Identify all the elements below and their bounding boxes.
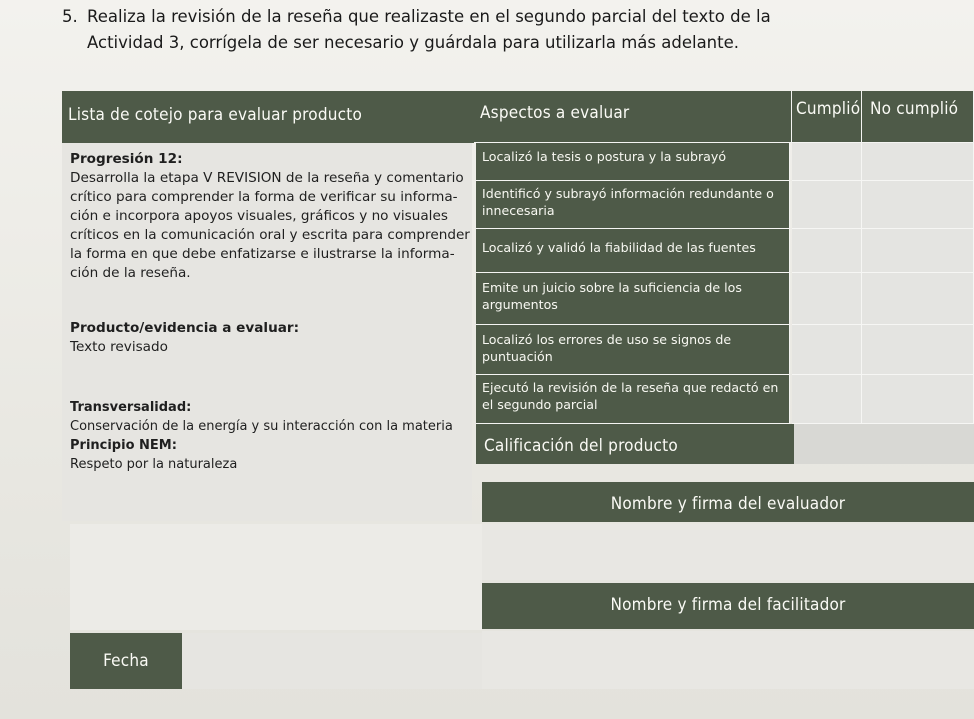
left-content bbox=[70, 150, 470, 474]
met-checkbox[interactable] bbox=[792, 375, 862, 424]
not-met-checkbox[interactable] bbox=[862, 375, 974, 424]
product-label: Producto/evidencia a evaluar: bbox=[70, 320, 300, 336]
product-value: Texto revisado bbox=[70, 339, 168, 355]
aspects-header: Aspectos a evaluar bbox=[474, 91, 792, 143]
instruction bbox=[62, 4, 822, 56]
facilitator-signature-label: Nombre y firma del facilitador bbox=[482, 583, 974, 629]
aspect-line: Localizó y validó la fiabilidad de las fuentes bbox=[482, 240, 756, 255]
instruction-line-2: Actividad 3, corrígela de ser necesario y guárdala para utilizarla más adelante. bbox=[87, 33, 739, 52]
facilitator-signature-field[interactable] bbox=[482, 631, 974, 689]
not-met-header: No cumplió bbox=[862, 91, 974, 143]
aspect-line: Localizó la tesis o postura y la subrayó bbox=[482, 149, 727, 164]
date-field[interactable] bbox=[182, 633, 482, 689]
instruction-line-1: Realiza la revisión de la reseña que realizaste en el segundo parcial del texto de la bbox=[87, 7, 771, 26]
not-met-checkbox[interactable] bbox=[862, 325, 974, 375]
met-checkbox[interactable] bbox=[792, 181, 862, 229]
aspect-row bbox=[476, 325, 790, 375]
grade-input[interactable] bbox=[794, 424, 974, 464]
progression-line: crítico para comprender la forma de verificar su informa- bbox=[70, 189, 458, 205]
aspect-line: innecesaria bbox=[482, 203, 555, 218]
aspect-row bbox=[476, 181, 790, 229]
progression-line: la forma en que debe enfatizarse e ilustrarse la informa- bbox=[70, 246, 455, 262]
met-checkbox[interactable] bbox=[792, 325, 862, 375]
met-checkbox[interactable] bbox=[792, 229, 862, 273]
checklist-title-header: Lista de cotejo para evaluar producto bbox=[62, 91, 474, 143]
grade-label: Calificación del producto bbox=[476, 424, 794, 464]
evaluator-signature-field[interactable] bbox=[482, 524, 974, 580]
aspect-line: Emite un juicio sobre la suficiencia de los bbox=[482, 280, 742, 295]
met-checkbox[interactable] bbox=[792, 273, 862, 325]
aspect-line: Ejecutó la revisión de la reseña que redactó en bbox=[482, 380, 779, 395]
nem-value: Respeto por la naturaleza bbox=[70, 457, 238, 472]
not-met-checkbox[interactable] bbox=[862, 229, 974, 273]
aspect-line: puntuación bbox=[482, 349, 553, 364]
instruction-number: 5. bbox=[62, 7, 78, 26]
left-lower-space bbox=[70, 524, 482, 630]
progression-line: ción de la reseña. bbox=[70, 265, 191, 281]
aspect-line: argumentos bbox=[482, 297, 558, 312]
aspect-line: el segundo parcial bbox=[482, 397, 598, 412]
aspect-line: Identificó y subrayó información redundante o bbox=[482, 186, 774, 201]
aspect-line: Localizó los errores de uso se signos de bbox=[482, 332, 732, 347]
aspect-row bbox=[476, 229, 790, 273]
progression-label: Progresión 12: bbox=[70, 151, 183, 167]
not-met-checkbox[interactable] bbox=[862, 181, 974, 229]
aspect-row bbox=[476, 273, 790, 325]
aspect-row bbox=[476, 375, 790, 424]
progression-line: críticos en la comunicación oral y escrita para comprender bbox=[70, 227, 470, 243]
met-header: Cumplió bbox=[792, 91, 862, 143]
progression-line: Desarrolla la etapa V REVISION de la reseña y comentario bbox=[70, 170, 464, 186]
transversality-label: Transversalidad: bbox=[70, 400, 192, 415]
nem-label: Principio NEM: bbox=[70, 438, 177, 453]
aspect-row bbox=[476, 143, 790, 181]
date-label: Fecha bbox=[70, 633, 182, 689]
progression-line: ción e incorpora apoyos visuales, gráficos y no visuales bbox=[70, 208, 448, 224]
not-met-checkbox[interactable] bbox=[862, 273, 974, 325]
met-checkbox[interactable] bbox=[792, 143, 862, 181]
not-met-checkbox[interactable] bbox=[862, 143, 974, 181]
evaluator-signature-label: Nombre y firma del evaluador bbox=[482, 482, 974, 522]
transversality-value: Conservación de la energía y su interacción con la materia bbox=[70, 419, 453, 434]
